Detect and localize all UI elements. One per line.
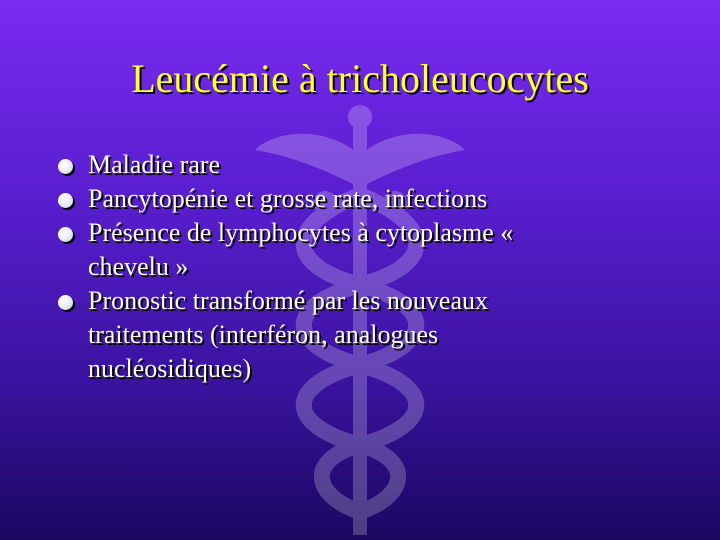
bullet-text: Maladie rare xyxy=(88,150,221,179)
bullet-dot-icon xyxy=(58,193,73,208)
bullet-item xyxy=(58,182,698,216)
bullet-text: Pronostic transformé par les nouveaux traitements (interféron, analogues nucléosidiques) xyxy=(88,286,489,383)
bullet-item xyxy=(58,148,698,182)
bullet-text: Présence de lymphocytes à cytoplasme « chevelu » xyxy=(88,218,514,281)
slide-title: Leucémie à tricholeucocytes xyxy=(131,56,589,101)
bullet-item xyxy=(58,284,698,386)
bullet-item xyxy=(58,216,698,284)
bullet-list xyxy=(58,148,698,386)
bullet-dot-icon xyxy=(58,295,73,310)
bullet-dot-icon xyxy=(58,227,73,242)
bullet-dot-icon xyxy=(58,159,73,174)
bullet-text: Pancytopénie et grosse rate, infections xyxy=(88,184,488,213)
